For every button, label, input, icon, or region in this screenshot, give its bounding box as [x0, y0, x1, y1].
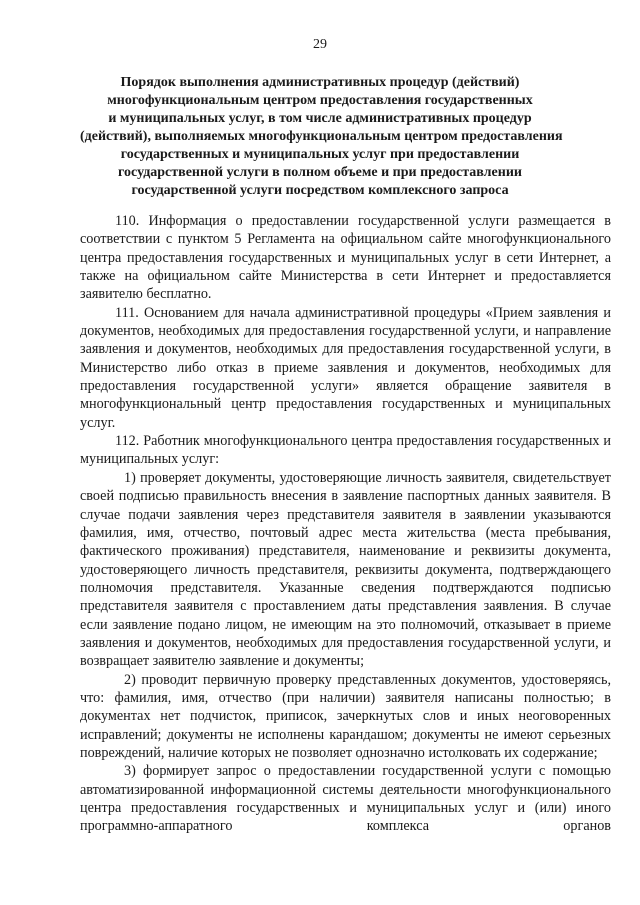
paragraph-112: 112. Работник многофункционального центра предоставления государственных и муниципальных услуг: [80, 433, 611, 468]
list-item-1: 1) проверяет документы, удостоверяющие личность заявителя, свидетельствует своей подписью правильность внесения в заявление паспортных данных заявителя. В случае подачи заявления через представителя заявителя в заявлении указываются фамилия, имя, отчество, почтовый адрес места жительства (места пребывания, фактического проживания) представителя, наименование и реквизиты документа, удостоверяющего личность представителя, реквизиты документа, подтверждающего полномочия представителя. Указанные сведения подтверждаются подписью представителя заявителя с проставлением даты представления заявления. В случае если заявление подано лицом, не имеющим на это полномочий, отказывает в приеме заявления и документов, необходимых для предоставления государственной услуги, и возвращает заявителю заявление и документы; [80, 469, 611, 670]
paragraph-110: 110. Информация о предоставлении государственной услуги размещается в соответствии с пунктом 5 Регламента на официальном сайте многофункционального центра предоставления государственных и муниципальных услуг в сети Интернет, а также на официальном сайте Министерства в сети Интернет и предоставляется заявителю бесплатно. [80, 213, 611, 303]
heading-line: многофункциональным центром предоставления государственных [107, 93, 533, 108]
heading-line: государственной услуги посредством комплексного запроса [131, 183, 509, 198]
heading-line: государственной услуги в полном объеме и при предоставлении [118, 165, 522, 180]
heading-line: (действий), выполняемых многофункциональным центром предоставления [80, 129, 563, 144]
body-text [80, 212, 611, 836]
paragraph-111: 111. Основанием для начала административной процедуры «Прием заявления и документов, необходимых для предоставления государственной услуги, и направление заявления и документов, необходимых для предоставления государственной услуги, в Министерство либо отказ в приеме заявления и документов, необходимых для предоставления государственной услуги» является обращение заявителя в многофункциональный центр предоставления государственных и муниципальных услуг. [80, 304, 611, 431]
list-item-3: 3) формирует запрос о предоставлении государственной услуги с помощью автоматизированной информационной системы деятельности многофункционального центра предоставления государственных и муниципальных услуг и (или) иного программно-аппаратного комплекса органов [80, 763, 611, 835]
heading-line: Порядок выполнения административных процедур (действий) [120, 75, 520, 90]
list-item-2: 2) проводит первичную проверку представленных документов, удостоверяясь, что: фамилия, имя, отчество (при наличии) заявителя написаны полностью; в документах нет подчисток, приписок, зачеркнутых слов и иных неоговоренных исправлений; документы не исполнены карандашом; документы не имеют серьезных повреждений, наличие которых не позволяет однозначно истолковать их содержание; [80, 671, 611, 761]
heading-line: государственных и муниципальных услуг при предоставлении [120, 147, 520, 162]
page-number: 29 [313, 37, 327, 52]
heading-line: и муниципальных услуг, в том числе административных процедур [108, 111, 532, 126]
section-heading [80, 74, 563, 200]
